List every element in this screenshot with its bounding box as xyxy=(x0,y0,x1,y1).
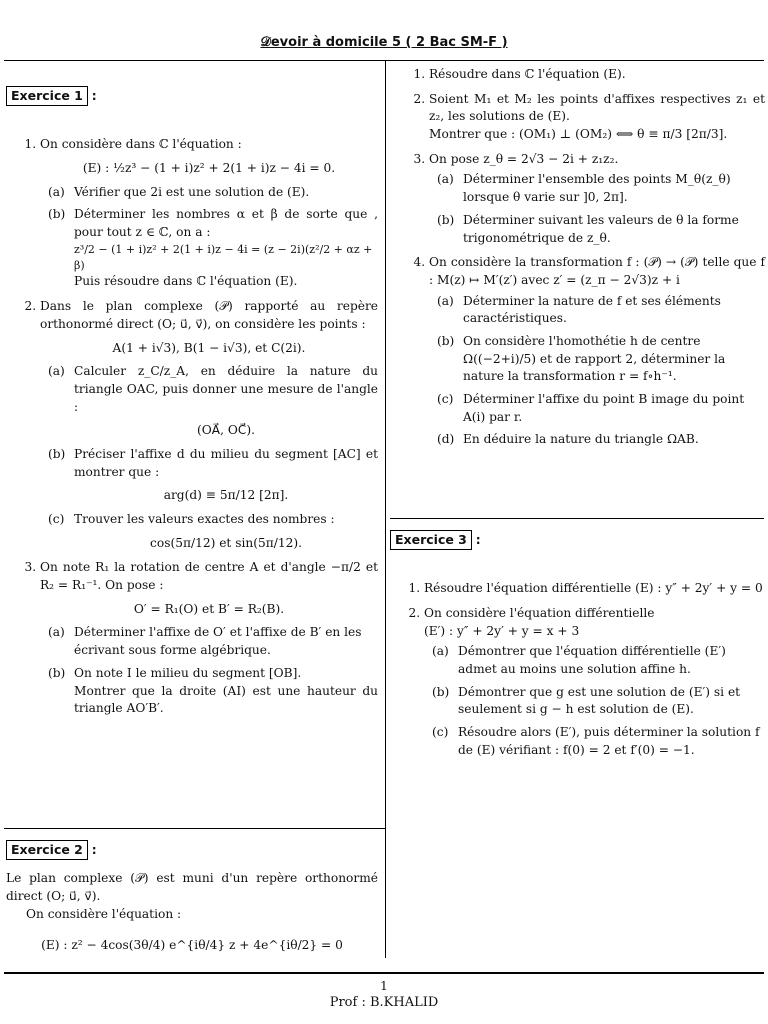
right-column xyxy=(395,66,765,757)
ex2-equation: (E) : z² − 4cos(3θ/4) e^{iθ/4} z + 4e^{iθ/2} = 0 xyxy=(41,938,343,953)
exercise-3-block xyxy=(390,530,765,766)
ex1-q2-points: A(1 + i√3), B(1 − i√3), et C(2i). xyxy=(112,340,306,355)
column-divider xyxy=(385,60,386,958)
exercise-1-header: Exercice 1 : xyxy=(6,86,378,106)
ex3-q1: 1. Résoudre l'équation différentielle (E) : y″ + 2y′ + y = 0 xyxy=(424,580,765,598)
ex1-q1b: (b) Déterminer les nombres α et β de sorte que , pour tout z ∈ ℂ, on a : z³/2 − (1 + i)z² + 2(1 + i)z − 4i = (z − 2i)(z²/2 + αz + β) Puis résoudre dans ℂ l'équation (E). xyxy=(48,207,378,289)
exercise-1-questions xyxy=(6,136,378,718)
ex1-q1: 1. On considère dans ℂ l'équation : (E) : ½z³ − (1 + i)z² + 2(1 + i)z − 4i = 0. (a) Vérifier que 2i est une solution de (E). (b) Déterminer les nombres α et β de sorte que , pour tout z ∈ ℂ, on a : z³/2 − (1 + i)z² + 2(1 + i)z − 4i = (z − 2i)(z²/2 + αz + β) Puis résoudre dans ℂ l'équation (E). xyxy=(40,136,378,291)
bottom-rule xyxy=(4,972,764,974)
ex3-q2a: (a) Démontrer que l'équation différentielle (E′) admet au moins une solution affine h. xyxy=(432,644,726,676)
exercise-3-rule xyxy=(390,518,764,519)
ex2-intro2: On considère l'équation : xyxy=(26,906,182,921)
ex2-q1: 1. Résoudre dans ℂ l'équation (E). xyxy=(429,66,765,84)
ex1-q3b: (b) On note I le milieu du segment [OB]. Montrer que la droite (AI) est une hauteur du triangle AO′B′. xyxy=(48,665,378,716)
author-footer: Prof : B.KHALID xyxy=(329,995,439,1010)
ex2-intro: Le plan complexe (𝒫) est muni d'un repère orthonormé direct (O; u⃗, v⃗). xyxy=(6,871,378,903)
exercise-2-questions xyxy=(395,66,765,449)
ex3-q2c: (c) Résoudre alors (E′), puis déterminer la solution f de (E) vérifiant : f(0) = 2 et f′(0) = −1. xyxy=(432,724,760,757)
ex2-q2: 2. Soient M₁ et M₂ les points d'affixes respectives z₁ et z₂, les solutions de (E). Montrer que : (OM₁) ⊥ (OM₂) ⟺ θ ≡ π/3 [2π/3]. xyxy=(429,91,765,144)
top-rule xyxy=(4,60,764,61)
ex1-q2: 2. Dans le plan complexe (𝒫) rapporté au repère orthonormé direct (O; u⃗, v⃗), on considère les points : A(1 + i√3), B(1 − i√3), et C(2i). (a) Calculer z_C/z_A, en déduire la nature du triangle OAC, puis donner une mesure de l'angle : (OA⃗, OC⃗). (b) Préciser l'affixe d du milieu du segment [AC] et montrer que : arg(d) ≡ 5π/12 [2π]. (c) Trouver les valeurs exactes des nombres : cos(5π/12) et sin(5π/12). xyxy=(40,298,378,552)
ex1-q2a: (a) Calculer z_C/z_A, en déduire la nature du triangle OAC, puis donner une mesure de l'angle : (OA⃗, OC⃗). xyxy=(48,364,378,438)
exercise-2-block xyxy=(6,840,378,961)
ex2-q4b: (b) On considère l'homothétie h de centre Ω((−2+i)/5) et de rapport 2, déterminer la nature la transformation r = f∘h⁻¹. xyxy=(437,333,726,384)
exercise-2-header: Exercice 2 : xyxy=(6,840,378,860)
ex2-q4c: (c) Déterminer l'affixe du point B image du point A(i) par r. xyxy=(437,392,745,424)
ex1-q3: 3. On note R₁ la rotation de centre A et d'angle −π/2 et R₂ = R₁⁻¹. On pose : O′ = R₁(O) et B′ = R₂(B). (a) Déterminer l'affixe de O′ et l'affixe de B′ en les écrivant sous forme algébrique. (b) On note I le milieu du segment [OB]. Montrer que la droite (AI) est une hauteur du triangle AO′B′. xyxy=(40,559,378,718)
ex2-q4: 4. On considère la transformation f : (𝒫) → (𝒫) telle que f : M(z) ↦ M′(z′) avec z′ = (z_π − 2√3)z + i (a) Déterminer la nature de f et ses éléments caractéristiques. (b) On considère l'homothétie h de centre Ω((−2+i)/5) et de rapport 2, déterminer la nature la transformation r = f∘h⁻¹. (c) Déterminer l'affixe du point B image du point A(i) par r. (d) En déduire la nature du triangle ΩAB. xyxy=(429,254,765,449)
ex3-q2: 2. On considère l'équation différentielle (E′) : y″ + 2y′ + y = x + 3 (a) Démontrer que l'équation différentielle (E′) admet au moins une solution affine h. (b) Démontrer que g est une solution de (E′) si et seulement si g − h est solution de (E). (c) Résoudre alors (E′), puis déterminer la solution f de (E) vérifiant : f(0) = 2 et f′(0) = −1. xyxy=(424,605,765,760)
ex2-q3: 3. On pose z_θ = 2√3 − 2i + z₁z₂. (a) Déterminer l'ensemble des points M_θ(z_θ) lorsque θ varie sur ]0, 2π]. (b) Déterminer suivant les valeurs de θ la forme trigonométrique de z_θ. xyxy=(429,151,765,247)
exercise-3-questions xyxy=(390,580,765,759)
page-title: 𝒟evoir à domicile 5 ( 2 Bac SM-F ) xyxy=(260,35,508,50)
exercise-3-label: Exercice 3 xyxy=(390,530,472,550)
ex1-q2b: (b) Préciser l'affixe d du milieu du segment [AC] et montrer que : arg(d) ≡ 5π/12 [2π]. xyxy=(48,446,378,503)
ex2-q3b: (b) Déterminer suivant les valeurs de θ la forme trigonométrique de z_θ. xyxy=(437,212,739,245)
ex1-q3a: (a) Déterminer l'affixe de O′ et l'affixe de B′ en les écrivant sous forme algébrique. xyxy=(48,625,362,658)
exercise-1-label: Exercice 1 xyxy=(6,86,88,106)
ex2-q3a: (a) Déterminer l'ensemble des points M_θ(z_θ) lorsque θ varie sur ]0, 2π]. xyxy=(437,172,731,205)
left-column xyxy=(6,70,378,953)
exercise-3-header: Exercice 3 : xyxy=(390,530,765,550)
ex2-q4d: (d) En déduire la nature du triangle ΩAB. xyxy=(437,432,699,447)
exercise-2-label: Exercice 2 xyxy=(6,840,88,860)
page-number: 1 xyxy=(380,979,388,993)
ex1-q2c: (c) Trouver les valeurs exactes des nombres : cos(5π/12) et sin(5π/12). xyxy=(48,512,335,550)
ex2-q4a: (a) Déterminer la nature de f et ses éléments caractéristiques. xyxy=(437,293,721,326)
exercise-2-rule xyxy=(4,828,385,829)
ex1-q1a: (a) Vérifier que 2i est une solution de (E). xyxy=(48,184,310,199)
ex3-q2b: (b) Démontrer que g est une solution de (E′) si et seulement si g − h est solution de (E). xyxy=(432,684,741,717)
ex1-q1-equation: (E) : ½z³ − (1 + i)z² + 2(1 + i)z − 4i = 0. xyxy=(82,160,336,175)
